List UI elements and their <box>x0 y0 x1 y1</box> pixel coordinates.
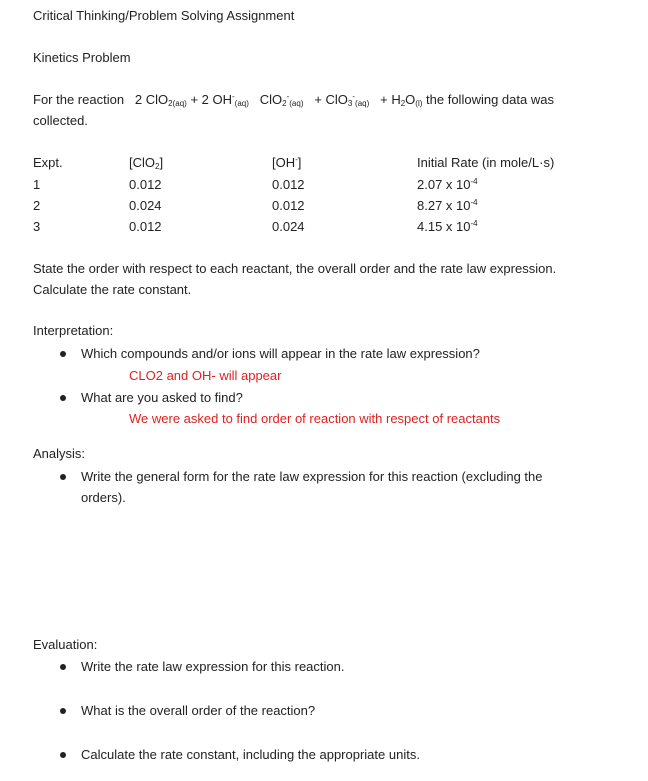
header-rate: Initial Rate (in mole/L·s) <box>417 155 555 170</box>
reactant-clo2: 2 ClO$_{2(aq)}$ <box>134 92 187 108</box>
analysis-question-line2: orders). <box>81 490 126 505</box>
product-clo3: + ClO$_3$-$_{(aq)}$ <box>314 92 370 108</box>
header-clo2: [ClO$_2$] <box>129 155 164 171</box>
document-subtitle: Kinetics Problem <box>33 50 131 65</box>
reaction-intro: For the reaction <box>33 92 125 107</box>
bullet-icon <box>60 664 66 670</box>
product-clo2: ClO$_2$-$_{(aq)}$ <box>259 92 304 108</box>
cell-rate: 2.07 x $10^{-4}$ <box>417 177 478 192</box>
product-h2o: + $H_2O_{(l)}$ <box>380 92 423 108</box>
cell-rate: 8.27 x $10^{-4}$ <box>417 198 478 213</box>
cell-clo2: 0.024 <box>129 198 162 213</box>
bullet-icon <box>60 752 66 758</box>
cell-oh: 0.012 <box>272 177 305 192</box>
analysis-question-line1: Write the general form for the rate law expression for this reaction (excluding the <box>81 469 543 484</box>
interpretation-answer-2: We were asked to find order of reaction with respect of reactants <box>129 411 501 426</box>
header-oh: [OH-] <box>272 155 302 170</box>
bullet-icon <box>60 474 66 480</box>
instructions-line2: Calculate the rate constant. <box>33 282 192 297</box>
cell-expt: 1 <box>33 177 41 192</box>
interpretation-question-1: Which compounds and/or ions will appear in the rate law expression? <box>81 346 480 361</box>
bullet-icon <box>60 395 66 401</box>
cell-expt: 3 <box>33 219 41 234</box>
bullet-icon <box>60 351 66 357</box>
cell-expt: 2 <box>33 198 41 213</box>
evaluation-question-2: What is the overall order of the reaction? <box>81 703 316 718</box>
interpretation-heading: Interpretation: <box>33 323 114 338</box>
evaluation-question-3: Calculate the rate constant, including the appropriate units. <box>81 747 420 762</box>
interpretation-answer-1: CLO2 and OH- will appear <box>129 368 282 383</box>
reaction-tail: the following data was <box>426 92 554 107</box>
reaction-equation <box>33 92 554 108</box>
evaluation-heading: Evaluation: <box>33 637 98 652</box>
interpretation-question-2: What are you asked to find? <box>81 390 243 405</box>
instructions-line1: State the order with respect to each reactant, the overall order and the rate law expression. <box>33 261 557 276</box>
cell-clo2: 0.012 <box>129 177 162 192</box>
header-expt: Expt. <box>33 155 63 170</box>
cell-oh: 0.024 <box>272 219 305 234</box>
reactant-oh: + 2 $OH^-_{(aq)}$ <box>190 92 249 108</box>
cell-oh: 0.012 <box>272 198 305 213</box>
cell-clo2: 0.012 <box>129 219 162 234</box>
analysis-heading: Analysis: <box>33 446 86 461</box>
document-title: Critical Thinking/Problem Solving Assignment <box>33 8 295 23</box>
cell-rate: 4.15 x $10^{-4}$ <box>417 219 478 234</box>
bullet-icon <box>60 708 66 714</box>
reaction-line2: collected. <box>33 113 88 128</box>
evaluation-question-1: Write the rate law expression for this reaction. <box>81 659 345 674</box>
